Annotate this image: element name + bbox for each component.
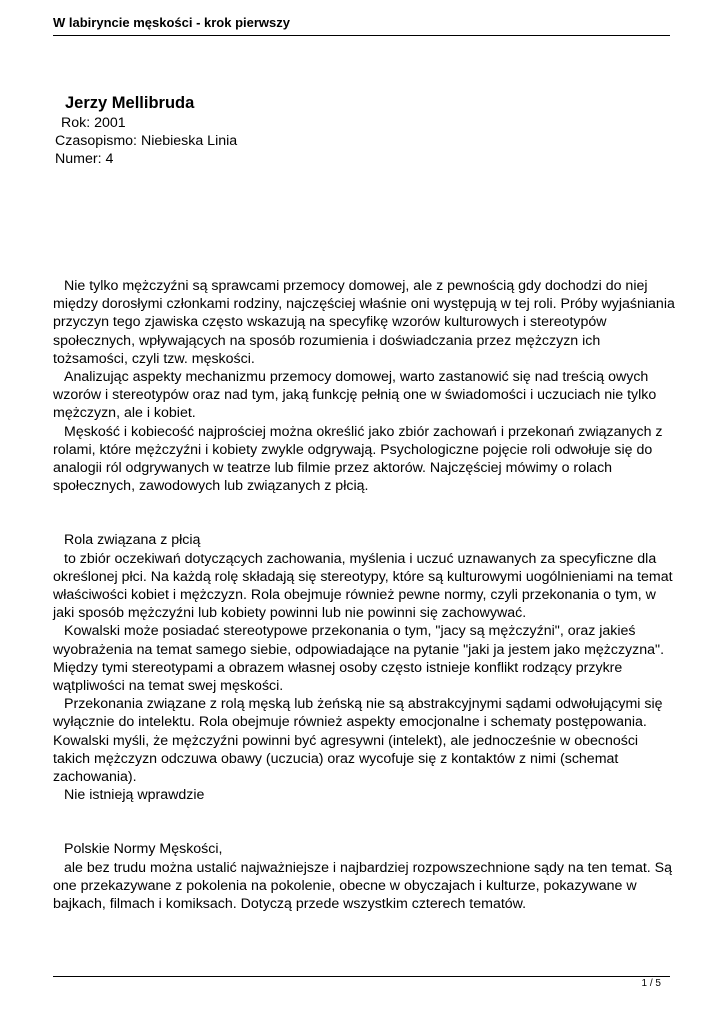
paragraph-gender-role-definition: to zbiór oczekiwań dotyczących zachowania, myślenia i uczuć uznawanych za specyficzne dla określonej płci. Na każdą rolę składają się stereotypy, które są kulturowymi uogólnieniami na temat właściwości kobiet i mężczyzn. Rola obejmuje również pewne normy, czyli przekonania o tym, w jaki sposób mężczyźni lub kobiety powinni lub nie powinni się zachowywać.: [53, 550, 673, 622]
journal-name: Czasopismo: Niebieska Linia: [55, 133, 238, 149]
header-divider: [53, 35, 670, 36]
article-body: [53, 277, 675, 913]
footer-divider: [53, 976, 670, 977]
paragraph-mechanism: Analizując aspekty mechanizmu przemocy domowej, warto zastanowić się nad treścią owych wzorów i stereotypów oraz nad tym, jaką funkcję pełnią one w świadomości i uczuciach nie tylko mężczyzn, ale i kobiet.: [53, 369, 657, 422]
publication-year: Rok: 2001: [61, 115, 126, 131]
page-header-title: W labiryncie męskości - krok pierwszy: [53, 15, 290, 30]
author-name: Jerzy Mellibruda: [65, 94, 195, 112]
issue-number: Numer: 4: [55, 151, 114, 167]
section-heading-gender-role: Rola związana z płcią: [64, 532, 201, 549]
page-number: 1 / 5: [641, 978, 661, 989]
paragraph-norms-intro: ale bez trudu można ustalić najważniejsze i najbardziej rozpowszechnione sądy na ten temat. Są one przekazywane z pokolenia na pokolenie, obecne w obyczajach i kulturze, pokazywane w bajkach, filmach i komiksach. Dotyczą przede wszystkim czterech tematów.: [53, 859, 673, 913]
section-gap: [53, 804, 675, 840]
section-heading-polish-norms: Polskie Normy Męskości,: [64, 841, 223, 858]
section-gap: [53, 495, 675, 531]
paragraph-intro: Nie tylko mężczyźni są sprawcami przemocy domowej, ale z pewnością gdy dochodzi do niej między dorosłymi członkami rodziny, najczęściej właśnie oni występują w tej roli. Próby wyjaśniania przyczyn tego zjawiska często wskazują na specyfikę wzorów kulturowych i stereotypów społecznych, wpływających na sposób rozumienia i doświadczania przez mężczyzn ich tożsamości, czyli tzw. męskości.: [53, 278, 675, 367]
paragraph-kowalski-stereotypes: Kowalski może posiadać stereotypowe przekonania o tym, "jacy są mężczyźni", oraz jakieś wyobrażenia na temat samego siebie, odpowiadające na pytanie "jaki ja jestem jako mężczyzna". Między tymi stereotypami a obrazem własnej osoby często istnieje konflikt rodzący przykre wątpliwości na temat swej męskości.: [53, 623, 665, 695]
paragraph-emotional-aspects: Przekonania związane z rolą męską lub żeńską nie są abstrakcyjnymi sądami odwołującymi się wyłącznie do intelektu. Rola obejmuje również aspekty emocjonalne i schematy postępowania. Kowalski myśli, że mężczyźni powinni być agresywni (intelekt), ale jednocześnie w obecności takich mężczyzn odczuwa obawy (uczucia) oraz wycofuje się z kontaktów z nimi (schemat zachowania).: [53, 696, 663, 786]
paragraph-fragment: Nie istnieją wprawdzie: [64, 787, 205, 804]
article-meta: [55, 92, 655, 168]
paragraph-roles: Męskość i kobiecość najprościej można określić jako zbiór zachowań i przekonań związanych z rolami, które mężczyźni i kobiety zwykle odgrywają. Psychologiczne pojęcie roli odwołuje się do analogii ról odgrywanych w teatrze lub filmie przez aktorów. Najczęściej mówimy o rolach społecznych, zawodowych lub związanych z płcią.: [53, 423, 663, 495]
